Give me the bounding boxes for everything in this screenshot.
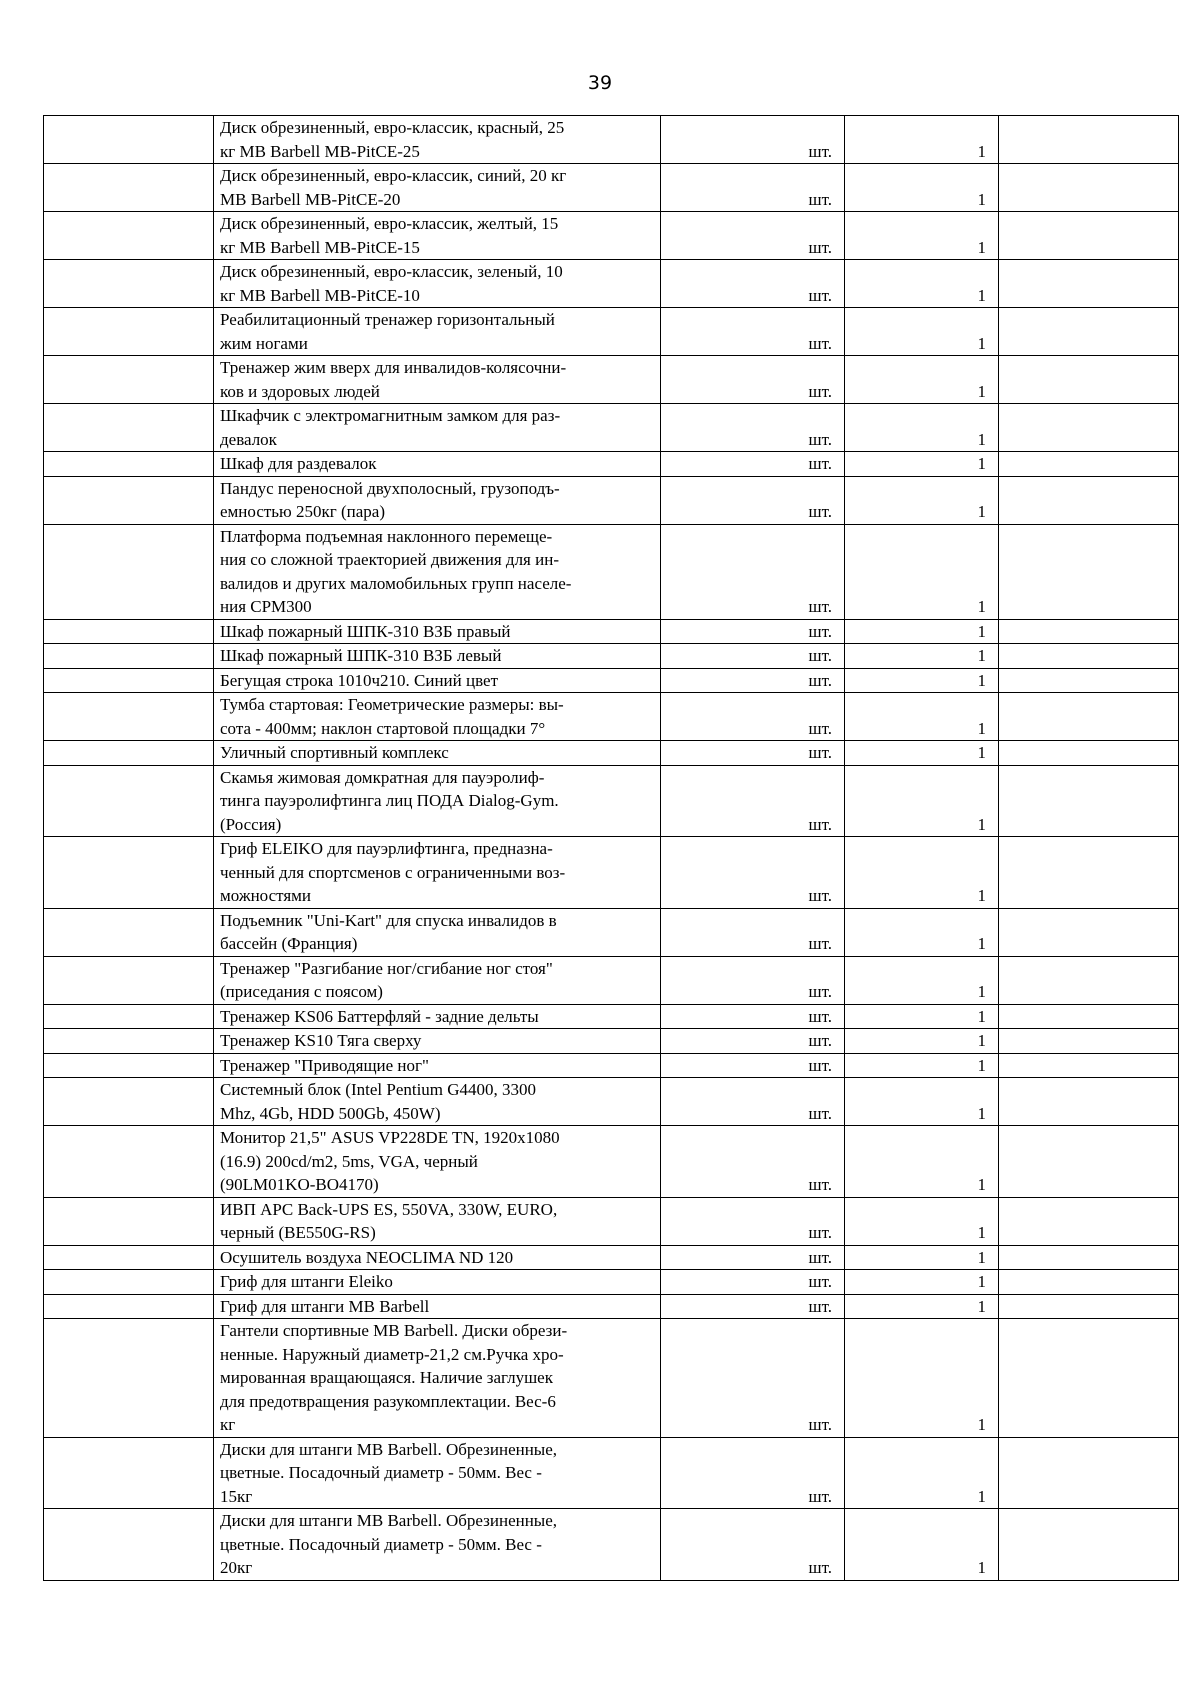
item-quantity: 1 <box>845 741 999 766</box>
row-number-cell <box>44 308 214 356</box>
item-name: Диски для штанги MB Barbell. Обрезиненные, цветные. Посадочный диаметр - 50мм. Вес - 15кг <box>220 1439 558 1506</box>
item-name: Шкафчик с электромагнитным замком для раз- девалок <box>220 406 561 449</box>
item-name: Тренажер KS10 Тяга сверху <box>220 1031 422 1050</box>
table-row <box>44 765 1179 837</box>
item-name-cell <box>214 956 661 1004</box>
item-name-cell <box>214 693 661 741</box>
item-name: Гантели спортивные MB Barbell. Диски обрези- ненные. Наружный диаметр-21,2 см.Ручка хро- мированная вращающаяся. Наличие заглушек для предотвращения разукомплектации. Вес-6 кг <box>220 1321 568 1434</box>
notes-cell <box>999 1004 1179 1029</box>
notes-cell <box>999 1270 1179 1295</box>
item-unit: шт. <box>661 693 845 741</box>
item-name-cell <box>214 1319 661 1438</box>
notes-cell <box>999 1078 1179 1126</box>
row-number-cell <box>44 452 214 477</box>
item-name-cell <box>214 1509 661 1581</box>
item-unit: шт. <box>661 260 845 308</box>
row-number-cell <box>44 1270 214 1295</box>
item-quantity: 1 <box>845 1509 999 1581</box>
row-number-cell <box>44 524 214 619</box>
notes-cell <box>999 1319 1179 1438</box>
item-unit: шт. <box>661 452 845 477</box>
table-row <box>44 693 1179 741</box>
table-row <box>44 1294 1179 1319</box>
item-quantity: 1 <box>845 212 999 260</box>
notes-cell <box>999 212 1179 260</box>
item-quantity: 1 <box>845 524 999 619</box>
item-quantity: 1 <box>845 837 999 909</box>
row-number-cell <box>44 956 214 1004</box>
item-quantity: 1 <box>845 452 999 477</box>
item-quantity: 1 <box>845 1029 999 1054</box>
table-row <box>44 476 1179 524</box>
item-name-cell <box>214 668 661 693</box>
item-name: Тумба стартовая: Геометрические размеры: вы- сота - 400мм; наклон стартовой площадки 7° <box>220 695 564 738</box>
item-name-cell <box>214 1197 661 1245</box>
item-unit: шт. <box>661 1126 845 1198</box>
item-name: Тренажер KS06 Баттерфляй - задние дельты <box>220 1006 539 1026</box>
table-row <box>44 741 1179 766</box>
notes-cell <box>999 1126 1179 1198</box>
item-name: Диск обрезиненный, евро-классик, желтый, 15 кг MB Barbell MB-PitCE-15 <box>220 214 559 257</box>
item-name-cell <box>214 524 661 619</box>
item-name-cell <box>214 1029 661 1054</box>
row-number-cell <box>44 1078 214 1126</box>
notes-cell <box>999 1245 1179 1270</box>
item-name-cell <box>214 1126 661 1198</box>
item-quantity: 1 <box>845 116 999 164</box>
item-name-cell <box>214 116 661 164</box>
item-unit: шт. <box>661 1053 845 1078</box>
item-name-cell <box>214 1270 661 1295</box>
row-number-cell <box>44 668 214 693</box>
item-unit: шт. <box>661 741 845 766</box>
item-quantity: 1 <box>845 644 999 669</box>
item-unit: шт. <box>661 1437 845 1509</box>
item-name: Уличный спортивный комплекс <box>220 743 449 762</box>
item-quantity: 1 <box>845 765 999 837</box>
item-quantity: 1 <box>845 1319 999 1438</box>
row-number-cell <box>44 1294 214 1319</box>
notes-cell <box>999 837 1179 909</box>
item-name-cell <box>214 404 661 452</box>
item-quantity: 1 <box>845 908 999 956</box>
row-number-cell <box>44 356 214 404</box>
row-number-cell <box>44 1004 214 1029</box>
item-unit: шт. <box>661 1029 845 1054</box>
item-unit: шт. <box>661 116 845 164</box>
row-number-cell <box>44 1053 214 1078</box>
row-number-cell <box>44 644 214 669</box>
item-name-cell <box>214 356 661 404</box>
item-name-cell <box>214 837 661 909</box>
item-quantity: 1 <box>845 1078 999 1126</box>
notes-cell <box>999 1509 1179 1581</box>
row-number-cell <box>44 1126 214 1198</box>
table-row <box>44 524 1179 619</box>
row-number-cell <box>44 1029 214 1054</box>
item-unit: шт. <box>661 1270 845 1295</box>
notes-cell <box>999 619 1179 644</box>
row-number-cell <box>44 1245 214 1270</box>
notes-cell <box>999 476 1179 524</box>
notes-cell <box>999 693 1179 741</box>
row-number-cell <box>44 765 214 837</box>
item-unit: шт. <box>661 308 845 356</box>
item-name: Платформа подъемная наклонного перемеще- ния со сложной траекторией движения для ин- валидов и других маломобильных групп населе- ния СРМ300 <box>220 526 572 616</box>
table-row <box>44 1270 1179 1295</box>
table-row <box>44 668 1179 693</box>
item-quantity: 1 <box>845 1126 999 1198</box>
row-number-cell <box>44 116 214 164</box>
row-number-cell <box>44 693 214 741</box>
table-row <box>44 644 1179 669</box>
item-unit: шт. <box>661 908 845 956</box>
row-number-cell <box>44 1437 214 1509</box>
notes-cell <box>999 668 1179 693</box>
table-row <box>44 308 1179 356</box>
item-name: Скамья жимовая домкратная для пауэролиф- тинга пауэролифтинга лиц ПОДА Dialog-Gym. (Россия) <box>220 767 559 834</box>
item-name-cell <box>214 1053 661 1078</box>
item-name-cell <box>214 308 661 356</box>
table-body <box>44 116 1179 1581</box>
item-unit: шт. <box>661 524 845 619</box>
item-name: Пандус переносной двухполосный, грузоподъ- емностью 250кг (пара) <box>220 478 560 521</box>
table-row <box>44 837 1179 909</box>
item-name-cell <box>214 741 661 766</box>
inventory-table <box>43 115 1179 1581</box>
item-unit: шт. <box>661 668 845 693</box>
row-number-cell <box>44 619 214 644</box>
item-quantity: 1 <box>845 619 999 644</box>
row-number-cell <box>44 1319 214 1438</box>
row-number-cell <box>44 908 214 956</box>
item-name: ИВП APC Back-UPS ES, 550VA, 330W, EURO, черный (BE550G-RS) <box>220 1199 558 1242</box>
notes-cell <box>999 741 1179 766</box>
item-quantity: 1 <box>845 164 999 212</box>
item-unit: шт. <box>661 1197 845 1245</box>
table-row <box>44 116 1179 164</box>
table-row <box>44 1245 1179 1270</box>
item-name: Гриф ELEIKO для пауэрлифтинга, предназна- ченный для спортсменов с ограниченными воз- можностями <box>220 839 566 905</box>
row-number-cell <box>44 837 214 909</box>
table-row <box>44 908 1179 956</box>
item-name-cell <box>214 164 661 212</box>
item-unit: шт. <box>661 1319 845 1438</box>
table-row <box>44 356 1179 404</box>
item-quantity: 1 <box>845 404 999 452</box>
item-quantity: 1 <box>845 476 999 524</box>
table-row <box>44 1437 1179 1509</box>
item-unit: шт. <box>661 1294 845 1319</box>
notes-cell <box>999 404 1179 452</box>
item-name-cell <box>214 212 661 260</box>
table-row <box>44 1029 1179 1054</box>
item-name-cell <box>214 1078 661 1126</box>
item-unit: шт. <box>661 212 845 260</box>
item-name: Тренажер "Приводящие ног" <box>220 1055 429 1075</box>
row-number-cell <box>44 1197 214 1245</box>
item-name-cell <box>214 1245 661 1270</box>
item-name: Диск обрезиненный, евро-классик, красный, 25 кг MB Barbell MB-PitCE-25 <box>220 118 565 161</box>
item-quantity: 1 <box>845 693 999 741</box>
item-unit: шт. <box>661 164 845 212</box>
item-name: Гриф для штанги MB Barbell <box>220 1296 430 1316</box>
item-name: Реабилитационный тренажер горизонтальный жим ногами <box>220 310 555 353</box>
notes-cell <box>999 524 1179 619</box>
item-quantity: 1 <box>845 1053 999 1078</box>
item-name: Диск обрезиненный, евро-классик, синий, 20 кг MB Barbell MB-PitCE-20 <box>220 166 567 209</box>
notes-cell <box>999 260 1179 308</box>
item-name-cell <box>214 1294 661 1319</box>
notes-cell <box>999 1053 1179 1078</box>
notes-cell <box>999 116 1179 164</box>
item-name-cell <box>214 619 661 644</box>
row-number-cell <box>44 1509 214 1581</box>
table-row <box>44 1319 1179 1438</box>
item-quantity: 1 <box>845 1245 999 1270</box>
notes-cell <box>999 308 1179 356</box>
item-name: Тренажер жим вверх для инвалидов-колясочни- ков и здоровых людей <box>220 358 567 401</box>
item-unit: шт. <box>661 1509 845 1581</box>
item-name: Гриф для штанги Eleiko <box>220 1272 393 1291</box>
item-name: Шкаф пожарный ШПК-310 ВЗБ левый <box>220 646 502 665</box>
table-row <box>44 212 1179 260</box>
item-name: Шкаф для раздевалок <box>220 454 377 473</box>
item-unit: шт. <box>661 476 845 524</box>
table-row <box>44 164 1179 212</box>
item-name-cell <box>214 765 661 837</box>
notes-cell <box>999 765 1179 837</box>
item-name-cell <box>214 908 661 956</box>
notes-cell <box>999 356 1179 404</box>
page-number: 39 <box>587 72 613 94</box>
item-unit: шт. <box>661 1078 845 1126</box>
notes-cell <box>999 1197 1179 1245</box>
table-row <box>44 1004 1179 1029</box>
row-number-cell <box>44 476 214 524</box>
item-name-cell <box>214 476 661 524</box>
notes-cell <box>999 1294 1179 1319</box>
notes-cell <box>999 908 1179 956</box>
item-unit: шт. <box>661 619 845 644</box>
item-quantity: 1 <box>845 1270 999 1295</box>
notes-cell <box>999 164 1179 212</box>
item-quantity: 1 <box>845 668 999 693</box>
item-name: Диски для штанги MB Barbell. Обрезиненные, цветные. Посадочный диаметр - 50мм. Вес - 20кг <box>220 1511 558 1577</box>
table-row <box>44 260 1179 308</box>
table-row <box>44 1053 1179 1078</box>
item-name-cell <box>214 1437 661 1509</box>
notes-cell <box>999 644 1179 669</box>
item-name: Подъемник "Uni-Kart" для спуска инвалидов в бассейн (Франция) <box>220 910 557 953</box>
item-quantity: 1 <box>845 1437 999 1509</box>
item-quantity: 1 <box>845 308 999 356</box>
item-unit: шт. <box>661 356 845 404</box>
notes-cell <box>999 956 1179 1004</box>
item-unit: шт. <box>661 404 845 452</box>
row-number-cell <box>44 212 214 260</box>
table-row <box>44 1126 1179 1198</box>
notes-cell <box>999 1029 1179 1054</box>
notes-cell <box>999 452 1179 477</box>
item-quantity: 1 <box>845 1004 999 1029</box>
item-name-cell <box>214 1004 661 1029</box>
item-name: Бегущая строка 1010ч210. Синий цвет <box>220 670 498 690</box>
table-row <box>44 404 1179 452</box>
item-name: Шкаф пожарный ШПК-310 ВЗБ правый <box>220 621 511 641</box>
item-name: Диск обрезиненный, евро-классик, зеленый, 10 кг MB Barbell MB-PitCE-10 <box>220 262 563 305</box>
item-name-cell <box>214 260 661 308</box>
item-name: Монитор 21,5" ASUS VP228DE TN, 1920x1080 (16.9) 200cd/m2, 5ms, VGA, черный (90LM01KO-BO4170) <box>220 1128 560 1194</box>
item-unit: шт. <box>661 644 845 669</box>
item-name: Тренажер "Разгибание ног/сгибание ног стоя" (приседания с поясом) <box>220 958 553 1001</box>
row-number-cell <box>44 164 214 212</box>
table-row <box>44 452 1179 477</box>
table-row <box>44 1509 1179 1581</box>
item-quantity: 1 <box>845 1197 999 1245</box>
row-number-cell <box>44 260 214 308</box>
item-name-cell <box>214 452 661 477</box>
table-row <box>44 956 1179 1004</box>
notes-cell <box>999 1437 1179 1509</box>
table-row <box>44 1197 1179 1245</box>
table-row <box>44 619 1179 644</box>
item-name: Осушитель воздуха NEOCLIMA ND 120 <box>220 1247 514 1267</box>
item-quantity: 1 <box>845 260 999 308</box>
row-number-cell <box>44 404 214 452</box>
item-unit: шт. <box>661 1004 845 1029</box>
item-quantity: 1 <box>845 356 999 404</box>
table-row <box>44 1078 1179 1126</box>
row-number-cell <box>44 741 214 766</box>
item-name-cell <box>214 644 661 669</box>
item-name: Системный блок (Intel Pentium G4400, 3300 Mhz, 4Gb, HDD 500Gb, 450W) <box>220 1080 537 1123</box>
item-quantity: 1 <box>845 1294 999 1319</box>
item-unit: шт. <box>661 956 845 1004</box>
item-unit: шт. <box>661 837 845 909</box>
item-quantity: 1 <box>845 956 999 1004</box>
item-unit: шт. <box>661 765 845 837</box>
item-unit: шт. <box>661 1245 845 1270</box>
